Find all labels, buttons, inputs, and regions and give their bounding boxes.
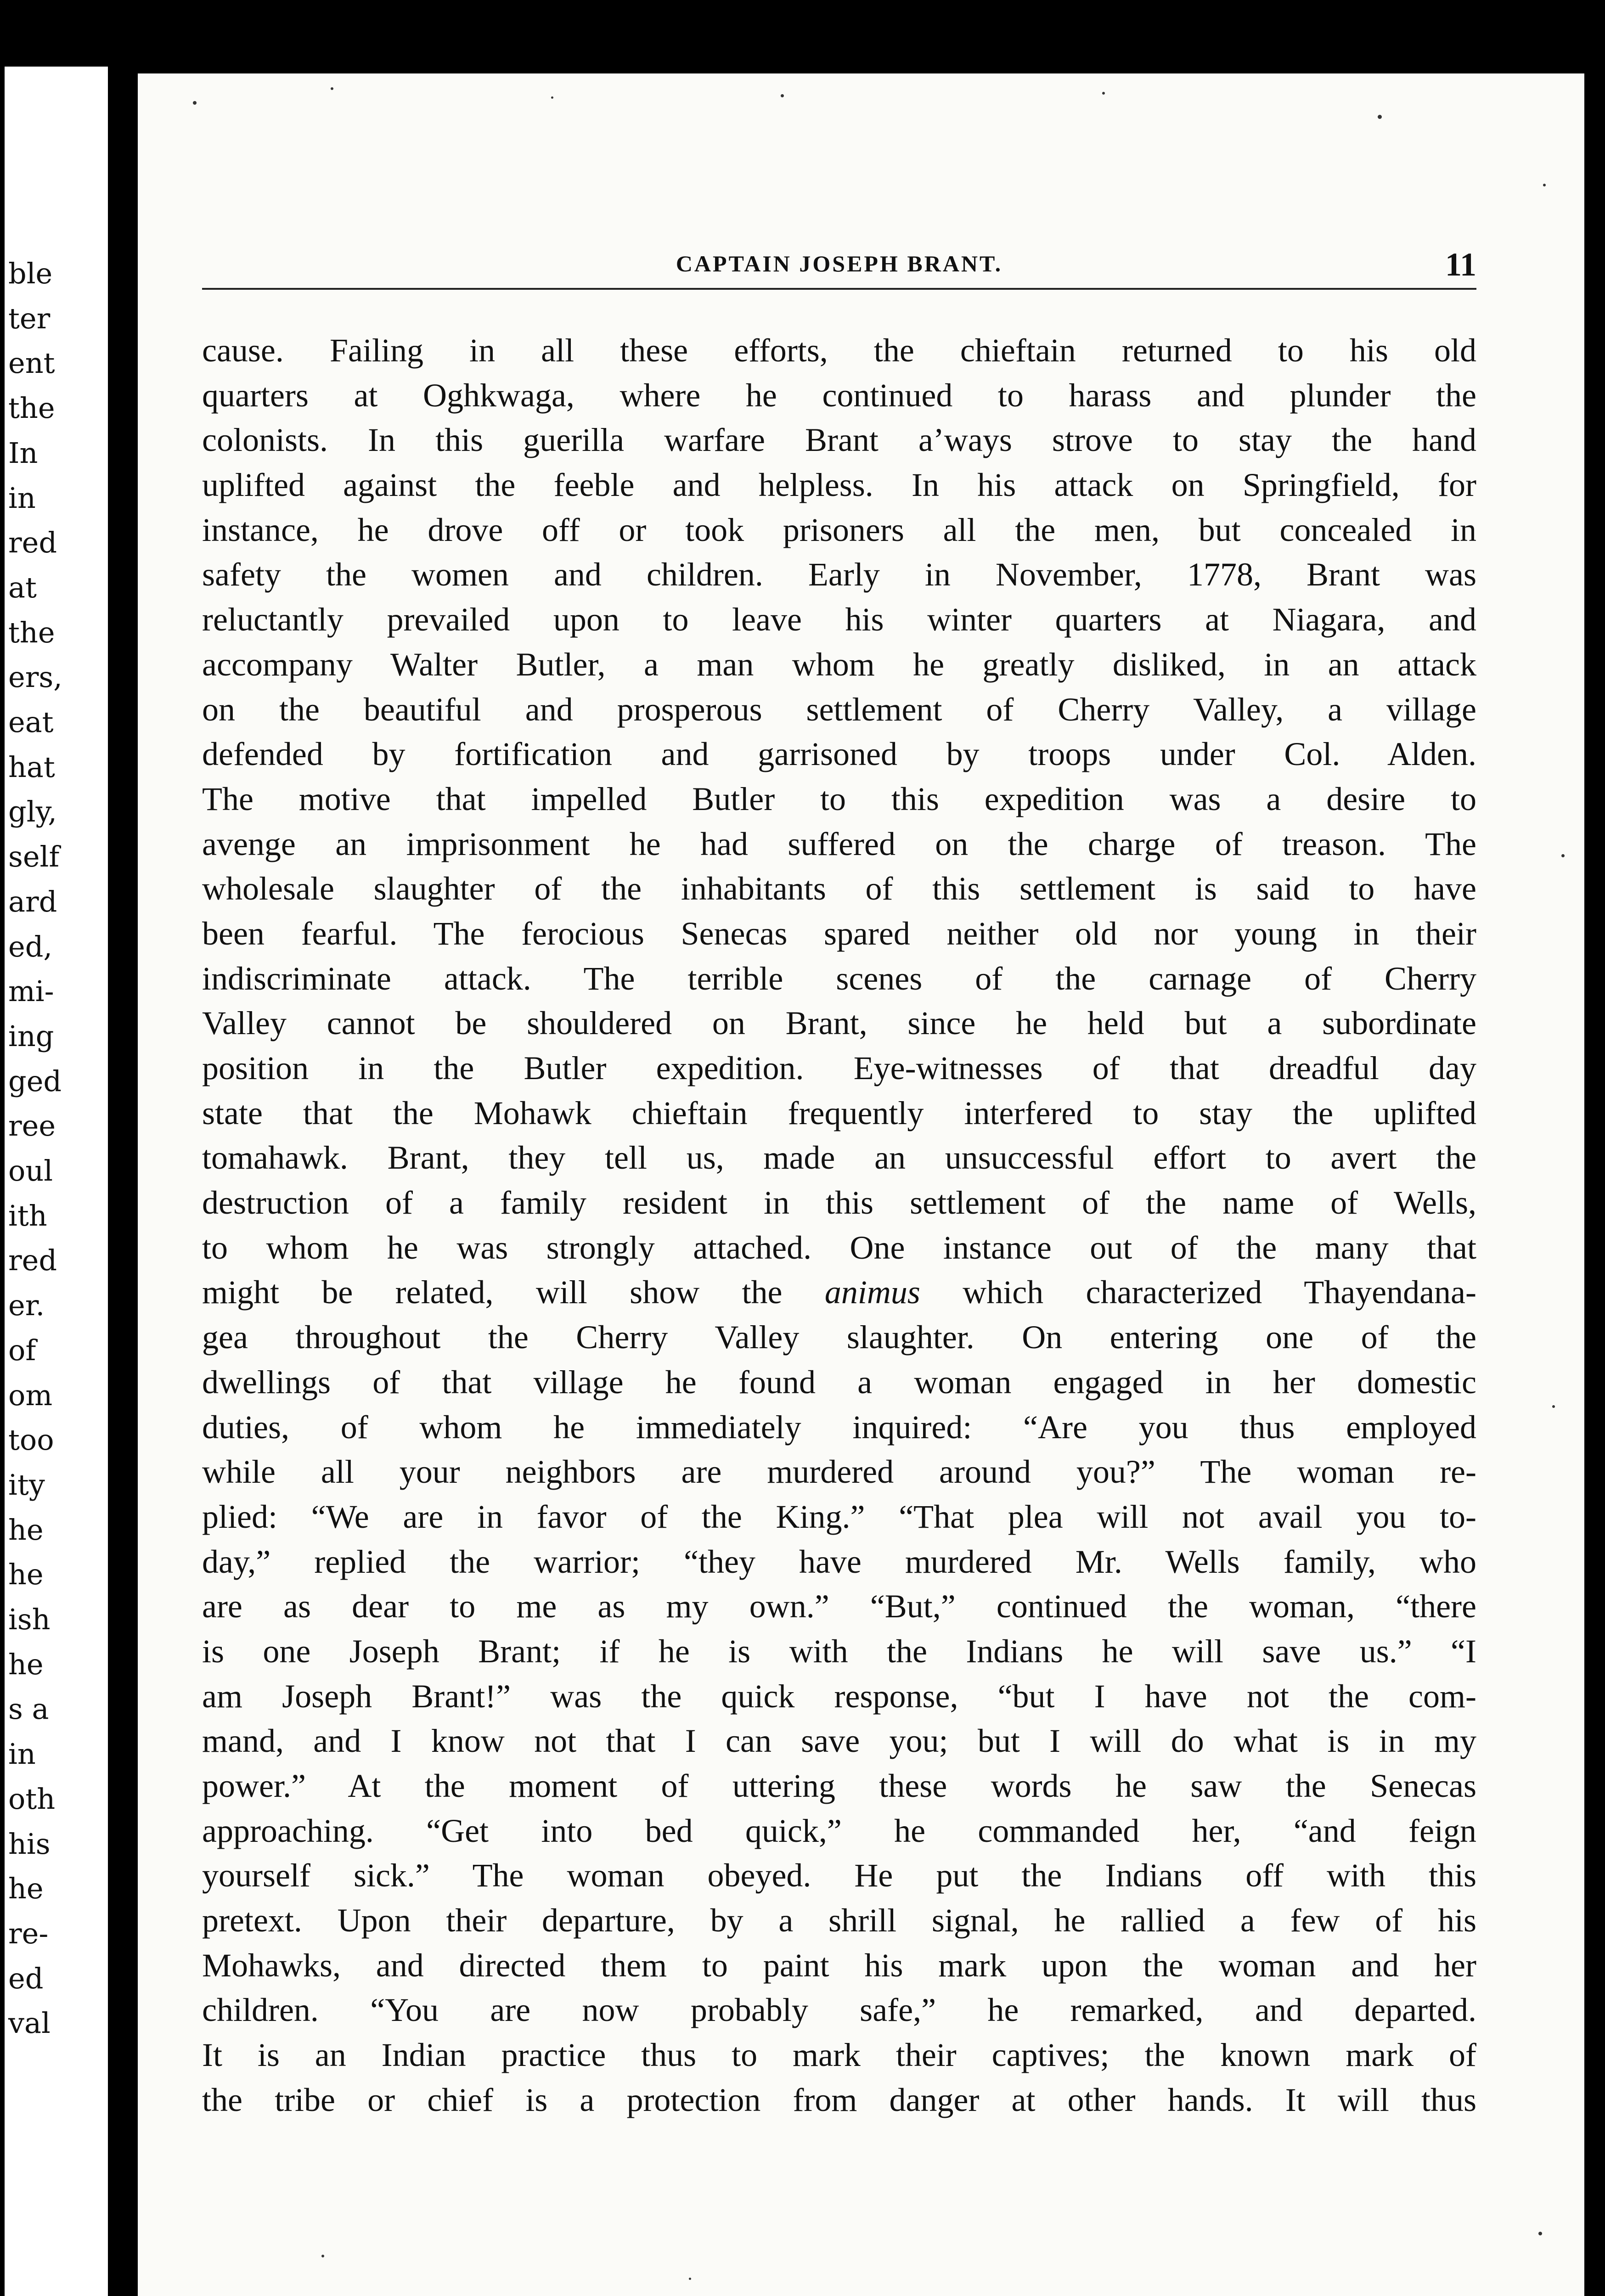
previous-page-fragment: the [8,615,55,649]
scan-speck [689,2278,691,2280]
text-line: yourself sick.” The woman obeyed. He put the Indians off with this [202,1857,1476,1894]
text-line: quarters at Oghkwaga, where he continued to harass and plunder the [202,377,1476,414]
previous-page-fragment: om [8,1378,53,1412]
scan-speck [193,101,197,105]
text-line: mand, and I know not that I can save you; but I will do what is in my [202,1722,1476,1760]
previous-page-edge [5,67,108,2296]
previous-page-fragment: ith [8,1199,47,1232]
previous-page-fragment: red [8,1244,57,1277]
text-line: It is an Indian practice thus to mark their captives; the known mark of [202,2037,1476,2074]
text-line: state that the Mohawk chieftain frequently interfered to stay the uplifted [202,1094,1476,1131]
text-line: The motive that impelled Butler to this expedition was a desire to [202,780,1476,817]
text-line: power.” At the moment of uttering these words he saw the Senecas [202,1767,1476,1804]
page-header [202,246,1476,319]
previous-page-fragment: he [8,1558,44,1592]
scan-speck [1561,854,1565,857]
previous-page-fragment: ter [8,301,51,335]
previous-page-fragment: hat [8,750,55,784]
previous-page-fragment: oth [8,1782,56,1816]
text-line: colonists. In this guerilla warfare Brant a’ways strove to stay the hand [202,422,1476,459]
previous-page-fragment: gly, [8,795,57,829]
previous-page-fragment: ed [8,1961,44,1995]
previous-page-fragment: ard [8,884,57,918]
scan-speck [1543,184,1546,186]
text-line: duties, of whom he immediately inquired: “Are you thus employed [202,1408,1476,1446]
previous-page-fragment: he [8,1872,44,1906]
text-line: are as dear to me as my own.” “But,” continued the woman, “there [202,1588,1476,1625]
previous-page-fragment: oul [8,1154,53,1187]
previous-page-fragment: ged [8,1064,62,1098]
previous-page-fragment: the [8,391,55,425]
text-line: on the beautiful and prosperous settlement of Cherry Valley, a village [202,691,1476,728]
text-line: day,” replied the warrior; “they have murdered Mr. Wells family, who [202,1543,1476,1580]
previous-page-fragment: ing [8,1019,54,1053]
previous-page-fragment: in [8,1737,36,1771]
text-line: accompany Walter Butler, a man whom he greatly disliked, in an attack [202,646,1476,683]
previous-page-fragment: re- [8,1916,49,1950]
previous-page-fragment: ers, [8,660,62,694]
text-line: reluctantly prevailed upon to leave his winter quarters at Niagara, and [202,601,1476,638]
previous-page-fragment: s a [8,1692,49,1726]
previous-page-fragment: red [8,526,57,560]
text-line: been fearful. The ferocious Senecas spared neither old nor young in their [202,915,1476,952]
scan-speck [551,96,553,99]
previous-page-fragment: in [8,481,36,515]
text-line: pretext. Upon their departure, by a shrill signal, he rallied a few of his [202,1902,1476,1939]
previous-page-fragment: at [8,570,37,604]
previous-page-fragment: ent [8,346,55,380]
previous-page-fragment: his [8,1827,51,1861]
previous-page-fragment: ity [8,1468,45,1502]
previous-page-fragment: val [8,2006,51,2040]
previous-page-fragment: self [8,840,60,874]
text-line: Valley cannot be shouldered on Brant, since he held but a subordinate [202,1005,1476,1042]
text-line: indiscriminate attack. The terrible scenes of the carnage of Cherry [202,960,1476,997]
previous-page-fragment: ed, [8,929,53,963]
scan-speck [1538,2232,1542,2235]
text-line: dwellings of that village he found a woman engaged in her domestic [202,1363,1476,1401]
previous-page-fragment: ble [8,257,53,290]
running-head: CAPTAIN JOSEPH BRANT. [676,251,1003,276]
text-line: plied: “We are in favor of the King.” “That plea will not avail you to- [202,1498,1476,1535]
previous-page-fragment: er. [8,1289,45,1322]
previous-page-fragment: ish [8,1603,51,1636]
previous-page-fragment: ree [8,1109,56,1143]
body-text [202,328,1476,2123]
text-line: cause. Failing in all these efforts, the chieftain returned to his old [202,332,1476,369]
book-page [138,73,1584,2296]
text-line: position in the Butler expedition. Eye-witnesses of that dreadful day [202,1050,1476,1086]
text-line: am Joseph Brant!” was the quick response, “but I have not the com- [202,1677,1476,1715]
text-line: wholesale slaughter of the inhabitants of this settlement is said to have [202,870,1476,907]
previous-page-fragment: of [8,1333,36,1367]
text-line: instance, he drove off or took prisoners all the men, but concealed in [202,511,1476,548]
scan-speck [321,2255,324,2257]
page-number: 11 [1445,246,1476,283]
scan-speck [1552,1405,1555,1408]
text-line: is one Joseph Brant; if he is with the Indians he will save us.” “I [202,1632,1476,1670]
text-line: approaching. “Get into bed quick,” he commanded her, “and feign [202,1812,1476,1849]
previous-page-fragment: mi- [8,974,54,1008]
text-line: destruction of a family resident in this settlement of the name of Wells, [202,1184,1476,1221]
text-line: while all your neighbors are murdered around you?” The woman re- [202,1453,1476,1491]
italic-word: animus [824,1274,920,1311]
scan-speck [1102,92,1105,95]
header-rule [202,288,1476,290]
previous-page-fragment: too [8,1423,54,1457]
text-line: tomahawk. Brant, they tell us, made an unsuccessful effort to avert the [202,1139,1476,1176]
text-line: the tribe or chief is a protection from danger at other hands. It will thus [202,2081,1476,2118]
text-line: safety the women and children. Early in November, 1778, Brant was [202,556,1476,593]
previous-page-fragment: In [8,436,38,470]
scan-speck [781,94,784,97]
previous-page-fragment: he [8,1647,44,1681]
text-line: might be related, will show the animus which characterized Thayendana- [202,1274,1476,1311]
previous-page-fragment: eat [8,705,54,739]
text-line: defended by fortification and garrisoned by troops under Col. Alden. [202,736,1476,773]
text-line: uplifted against the feeble and helpless. In his attack on Springfield, for [202,467,1476,504]
text-line: Mohawks, and directed them to paint his mark upon the woman and her [202,1947,1476,1984]
previous-page-fragment: he [8,1513,44,1547]
text-line: to whom he was strongly attached. One instance out of the many that [202,1229,1476,1266]
text-line: avenge an imprisonment he had suffered on the charge of treason. The [202,825,1476,862]
scan-speck [1378,115,1382,119]
text-line: children. “You are now probably safe,” he remarked, and departed. [202,1992,1476,2029]
scan-speck [331,87,333,90]
text-line: gea throughout the Cherry Valley slaughter. On entering one of the [202,1319,1476,1356]
